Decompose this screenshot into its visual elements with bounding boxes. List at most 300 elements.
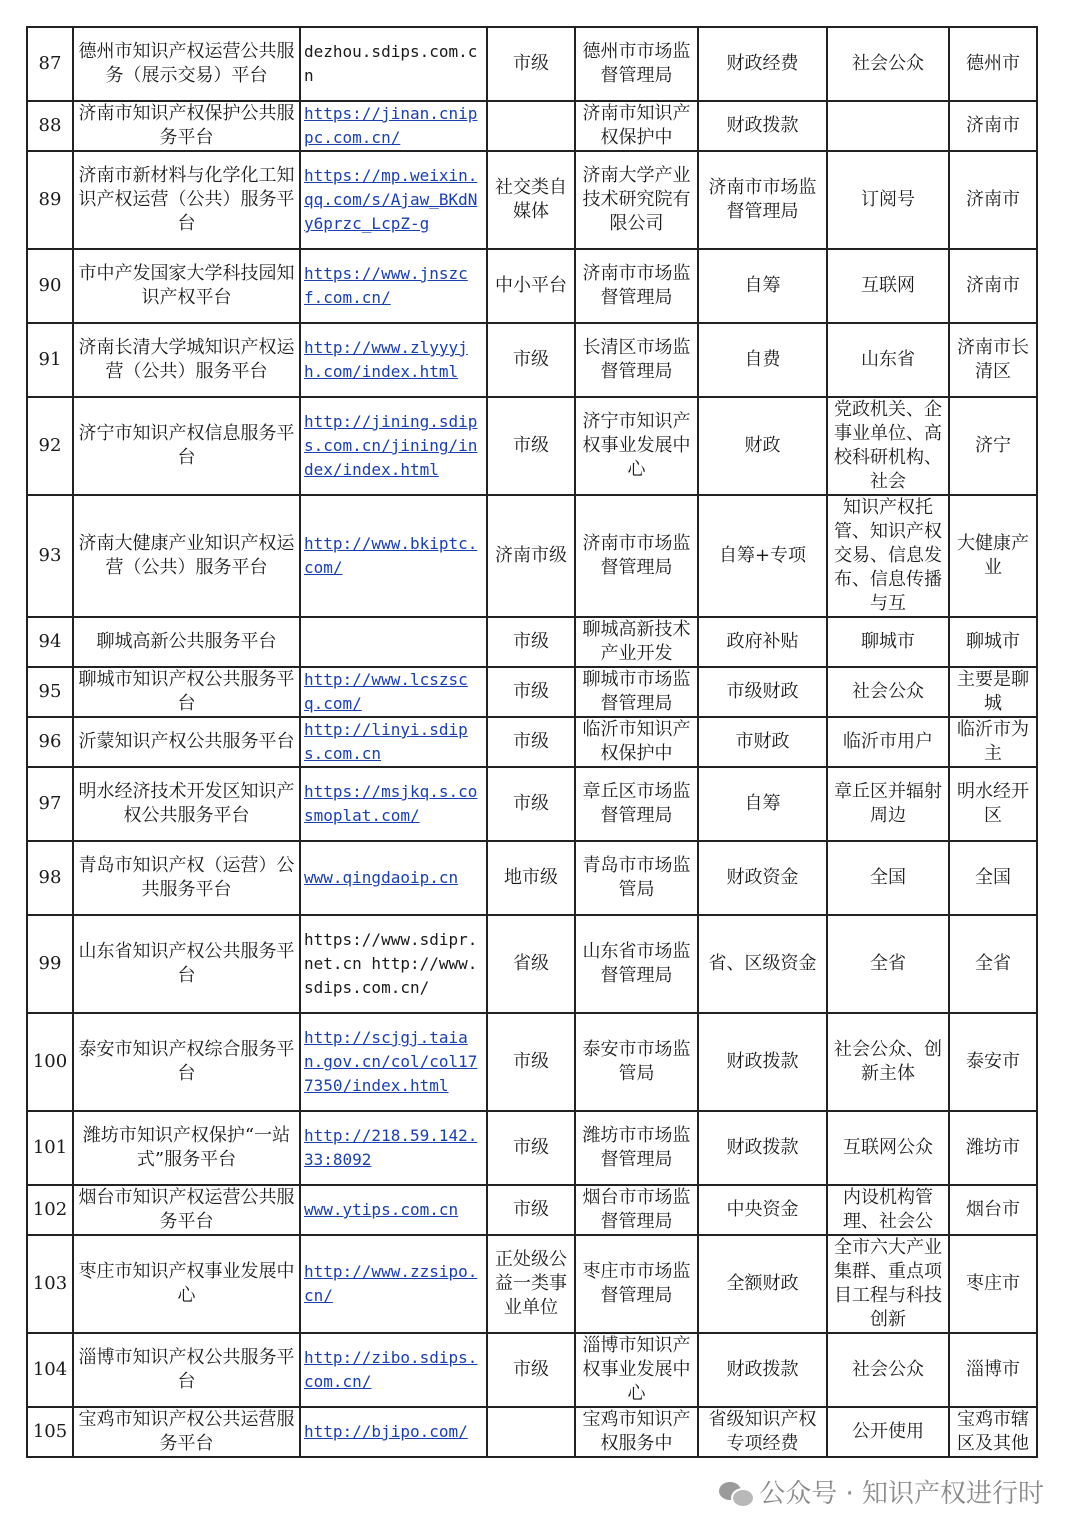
platform-level: 地市级: [504, 867, 558, 888]
row-number-cell: [27, 915, 73, 1013]
service-users: 党政机关、企事业单位、高校科研机构、社会: [834, 399, 942, 492]
service-scope: 济宁: [975, 435, 1011, 456]
row-number: 101: [32, 1137, 68, 1158]
service-users-cell: [827, 101, 949, 151]
row-number: 92: [38, 435, 62, 456]
funding-source: 自筹+专项: [718, 545, 807, 566]
operating-org-cell: [575, 249, 698, 323]
platform-level: 市级: [513, 349, 549, 370]
platform-url: https://www.sdipr.net.cn http://www.sdips.com.cn/: [304, 930, 478, 997]
service-users-cell: [827, 1185, 949, 1235]
funding-source: 中央资金: [726, 1199, 799, 1220]
service-scope-cell: [949, 1333, 1037, 1407]
service-users: 公开使用: [852, 1421, 924, 1442]
operating-org-cell: [575, 667, 698, 717]
funding-source: 财政拨款: [726, 1137, 799, 1158]
platform-url: dezhou.sdips.com.cn: [304, 42, 478, 85]
service-users: 社会公众: [852, 53, 924, 74]
platform-name: 市中产发国家大学科技园知识产权平台: [78, 263, 295, 308]
funding-source: 财政拨款: [726, 1359, 799, 1380]
service-users: 订阅号: [861, 189, 915, 210]
platform-url-link[interactable]: https://msjkq.s.cosmoplat.com/: [304, 782, 478, 825]
service-scope-cell: [949, 767, 1037, 841]
table-row: [27, 767, 1037, 841]
platform-url-cell: [300, 101, 487, 151]
operating-org-cell: [575, 101, 698, 151]
row-number-cell: [27, 617, 73, 667]
platform-url-cell: [300, 617, 487, 667]
platform-url-link[interactable]: http://www.bkiptc.com/: [304, 534, 478, 577]
operating-org: 山东省市场监督管理局: [582, 941, 691, 986]
table-row: [27, 915, 1037, 1013]
platform-level-cell: [487, 495, 575, 617]
service-users-cell: [827, 617, 949, 667]
service-users-cell: [827, 1111, 949, 1185]
row-number-cell: [27, 1111, 73, 1185]
row-number-cell: [27, 767, 73, 841]
platform-level: 市级: [513, 53, 549, 74]
platform-table: [26, 26, 1038, 1458]
funding-source-cell: [698, 323, 827, 397]
funding-source-cell: [698, 397, 827, 495]
service-users-cell: [827, 249, 949, 323]
operating-org: 济宁市知识产权事业发展中心: [582, 411, 691, 480]
table-row: [27, 495, 1037, 617]
service-users: 临沂市用户: [843, 731, 933, 752]
operating-org: 临沂市知识产权保护中: [582, 719, 691, 764]
row-number: 87: [38, 53, 62, 74]
service-scope: 全省: [975, 953, 1011, 974]
platform-level-cell: [487, 1333, 575, 1407]
service-users: 全国: [870, 867, 906, 888]
platform-name-cell: [73, 323, 300, 397]
platform-url-link[interactable]: http://scjgj.taian.gov.cn/col/col177350/index.html: [304, 1028, 478, 1095]
funding-source-cell: [698, 1111, 827, 1185]
row-number-cell: [27, 101, 73, 151]
platform-name: 枣庄市知识产权事业发展中心: [78, 1261, 295, 1306]
service-scope: 临沂市为主: [957, 719, 1029, 764]
watermark: [719, 1473, 1044, 1510]
service-scope-cell: [949, 667, 1037, 717]
service-users: 社会公众、创新主体: [834, 1039, 942, 1084]
platform-level: 济南市级: [495, 545, 567, 566]
platform-level-cell: [487, 767, 575, 841]
funding-source-cell: [698, 249, 827, 323]
operating-org-cell: [575, 151, 698, 249]
operating-org: 章丘区市场监督管理局: [582, 781, 691, 826]
funding-source-cell: [698, 617, 827, 667]
funding-source-cell: [698, 1185, 827, 1235]
funding-source-cell: [698, 151, 827, 249]
funding-source-cell: [698, 767, 827, 841]
platform-name-cell: [73, 915, 300, 1013]
service-users: 内设机构管理、社会公: [843, 1187, 933, 1232]
table-row: [27, 1185, 1037, 1235]
service-users-cell: [827, 1333, 949, 1407]
platform-url-link[interactable]: http://bjipo.com/: [304, 1422, 468, 1441]
platform-name: 潍坊市知识产权保护“一站式”服务平台: [82, 1125, 291, 1170]
service-scope-cell: [949, 717, 1037, 767]
service-scope: 宝鸡市辖区及其他: [957, 1409, 1029, 1454]
platform-level-cell: [487, 323, 575, 397]
service-scope-cell: [949, 1185, 1037, 1235]
row-number-cell: [27, 841, 73, 915]
platform-url-link[interactable]: http://zibo.sdips.com.cn/: [304, 1348, 478, 1391]
operating-org-cell: [575, 841, 698, 915]
operating-org-cell: [575, 617, 698, 667]
row-number: 103: [32, 1273, 68, 1294]
operating-org: 济南市市场监督管理局: [582, 263, 691, 308]
funding-source-cell: [698, 841, 827, 915]
platform-level-cell: [487, 841, 575, 915]
table-row: [27, 323, 1037, 397]
row-number-cell: [27, 249, 73, 323]
service-users-cell: [827, 841, 949, 915]
row-number-cell: [27, 1333, 73, 1407]
platform-url-cell: [300, 717, 487, 767]
funding-source-cell: [698, 1235, 827, 1333]
platform-level-cell: [487, 1111, 575, 1185]
service-scope: 烟台市: [966, 1199, 1020, 1220]
funding-source: 市级财政: [726, 681, 799, 702]
platform-level: 市级: [513, 631, 549, 652]
platform-name-cell: [73, 1333, 300, 1407]
platform-name: 济南市知识产权保护公共服务平台: [78, 103, 295, 148]
platform-name-cell: [73, 767, 300, 841]
service-users-cell: [827, 397, 949, 495]
platform-level-cell: [487, 915, 575, 1013]
row-number: 105: [32, 1421, 68, 1442]
operating-org: 济南大学产业技术研究院有限公司: [582, 165, 691, 234]
service-scope-cell: [949, 915, 1037, 1013]
platform-level: 市级: [513, 1051, 549, 1072]
platform-name-cell: [73, 495, 300, 617]
watermark-text: 公众号 · 知识产权进行时: [759, 1479, 1044, 1509]
platform-name: 济南长清大学城知识产权运营（公共）服务平台: [78, 337, 295, 382]
table-row: [27, 1013, 1037, 1111]
platform-url-cell: [300, 323, 487, 397]
platform-name: 济南大健康产业知识产权运营（公共）服务平台: [78, 533, 295, 578]
service-scope: 济南市长清区: [957, 337, 1029, 382]
table-row: [27, 1407, 1037, 1457]
row-number: 89: [38, 189, 62, 210]
platform-url-link[interactable]: http://www.zlyyyjh.com/index.html: [304, 338, 468, 381]
platform-url-link[interactable]: http://www.lcszscq.com/: [304, 670, 468, 713]
operating-org: 淄博市知识产权事业发展中心: [582, 1335, 691, 1404]
table-row: [27, 151, 1037, 249]
platform-name: 聊城高新公共服务平台: [96, 631, 277, 652]
operating-org-cell: [575, 27, 698, 101]
operating-org: 济南市市场监督管理局: [582, 533, 691, 578]
platform-name-cell: [73, 1185, 300, 1235]
platform-url-cell: [300, 667, 487, 717]
platform-url-link[interactable]: https://www.jnszcf.com.cn/: [304, 264, 468, 307]
table-row: [27, 1333, 1037, 1407]
operating-org: 长清区市场监督管理局: [582, 337, 691, 382]
funding-source: 省、区级资金: [708, 953, 817, 974]
service-scope: 大健康产业: [957, 533, 1029, 578]
row-number-cell: [27, 151, 73, 249]
platform-name: 烟台市知识产权运营公共服务平台: [78, 1187, 295, 1232]
platform-url-cell: [300, 1185, 487, 1235]
operating-org-cell: [575, 767, 698, 841]
row-number: 96: [38, 731, 62, 752]
platform-level-cell: [487, 397, 575, 495]
operating-org: 聊城市市场监督管理局: [582, 669, 691, 714]
platform-name-cell: [73, 1111, 300, 1185]
operating-org-cell: [575, 495, 698, 617]
platform-name-cell: [73, 249, 300, 323]
platform-url-cell: [300, 151, 487, 249]
service-users: 章丘区并辐射周边: [834, 781, 942, 826]
funding-source: 自筹: [744, 275, 781, 296]
platform-url-cell: [300, 767, 487, 841]
platform-name: 宝鸡市知识产权公共运营服务平台: [78, 1409, 295, 1454]
platform-url-link[interactable]: https://jinan.cnippc.com.cn/: [304, 104, 478, 147]
platform-name: 聊城市知识产权公共服务平台: [78, 669, 295, 714]
funding-source: 自筹: [744, 793, 781, 814]
platform-name: 山东省知识产权公共服务平台: [78, 941, 295, 986]
service-scope: 明水经开区: [957, 781, 1029, 826]
service-scope: 聊城市: [966, 631, 1020, 652]
table-row: [27, 397, 1037, 495]
row-number-cell: [27, 1185, 73, 1235]
platform-url-cell: [300, 495, 487, 617]
service-users: 山东省: [861, 349, 915, 370]
service-scope-cell: [949, 1111, 1037, 1185]
operating-org-cell: [575, 1333, 698, 1407]
funding-source-cell: [698, 1013, 827, 1111]
row-number-cell: [27, 1013, 73, 1111]
service-users: 互联网公众: [843, 1137, 933, 1158]
service-users-cell: [827, 1235, 949, 1333]
service-scope: 主要是聊城: [957, 669, 1029, 714]
platform-level-cell: [487, 249, 575, 323]
platform-name-cell: [73, 1235, 300, 1333]
service-scope-cell: [949, 841, 1037, 915]
table-row: [27, 1235, 1037, 1333]
table-row: [27, 717, 1037, 767]
platform-name-cell: [73, 667, 300, 717]
service-users-cell: [827, 27, 949, 101]
row-number: 98: [38, 867, 62, 888]
row-number: 100: [32, 1051, 68, 1072]
platform-url-cell: [300, 249, 487, 323]
platform-url-cell: [300, 397, 487, 495]
platform-url-cell: [300, 1013, 487, 1111]
funding-source: 财政资金: [726, 867, 799, 888]
platform-name: 泰安市知识产权综合服务平台: [78, 1039, 295, 1084]
operating-org-cell: [575, 397, 698, 495]
service-scope: 济南市: [966, 275, 1020, 296]
table-row: [27, 249, 1037, 323]
platform-name-cell: [73, 27, 300, 101]
platform-name-cell: [73, 841, 300, 915]
service-scope-cell: [949, 1235, 1037, 1333]
funding-source: 济南市市场监督管理局: [708, 177, 817, 222]
funding-source-cell: [698, 717, 827, 767]
service-scope-cell: [949, 27, 1037, 101]
platform-level-cell: [487, 27, 575, 101]
platform-url-link[interactable]: https://mp.weixin.qq.com/s/Ajaw_BKdNy6przc_LcpZ-g: [304, 166, 478, 233]
platform-url-link[interactable]: http://linyi.sdips.com.cn: [304, 720, 468, 763]
operating-org: 泰安市市场监管局: [582, 1039, 691, 1084]
service-users-cell: [827, 151, 949, 249]
service-scope-cell: [949, 249, 1037, 323]
service-users-cell: [827, 323, 949, 397]
service-scope: 淄博市: [966, 1359, 1020, 1380]
platform-url-link[interactable]: http://218.59.142.33:8092: [304, 1126, 478, 1169]
platform-name: 淄博市知识产权公共服务平台: [78, 1347, 295, 1392]
row-number: 94: [38, 631, 62, 652]
funding-source-cell: [698, 1407, 827, 1457]
platform-name: 济南市新材料与化学化工知识产权运营（公共）服务平台: [78, 165, 295, 234]
wechat-icon: [719, 1478, 753, 1506]
row-number-cell: [27, 1235, 73, 1333]
platform-level-cell: [487, 101, 575, 151]
funding-source-cell: [698, 1333, 827, 1407]
funding-source: 市财政: [735, 731, 790, 752]
row-number: 93: [38, 545, 62, 566]
platform-url-cell: [300, 1407, 487, 1457]
service-users-cell: [827, 1407, 949, 1457]
funding-source: 政府补贴: [726, 631, 799, 652]
platform-name: 青岛市知识产权（运营）公共服务平台: [78, 855, 295, 900]
service-users-cell: [827, 915, 949, 1013]
platform-level: 社交类自媒体: [495, 177, 567, 222]
service-scope: 济南市: [966, 115, 1020, 136]
platform-level: 中小平台: [495, 275, 567, 296]
platform-level-cell: [487, 1185, 575, 1235]
funding-source: 省级知识产权专项经费: [708, 1409, 817, 1454]
funding-source-cell: [698, 667, 827, 717]
platform-level-cell: [487, 1013, 575, 1111]
platform-url-cell: [300, 1111, 487, 1185]
platform-url-link[interactable]: http://www.zzsipo.cn/: [304, 1262, 478, 1305]
service-scope-cell: [949, 397, 1037, 495]
row-number: 95: [38, 681, 62, 702]
funding-source: 财政经费: [726, 53, 799, 74]
platform-name-cell: [73, 1013, 300, 1111]
row-number-cell: [27, 397, 73, 495]
row-number: 90: [38, 275, 62, 296]
service-scope: 泰安市: [966, 1051, 1020, 1072]
operating-org: 济南市知识产权保护中: [582, 103, 691, 148]
operating-org: 烟台市市场监督管理局: [582, 1187, 691, 1232]
operating-org-cell: [575, 1235, 698, 1333]
row-number-cell: [27, 717, 73, 767]
platform-level-cell: [487, 717, 575, 767]
platform-url-link[interactable]: http://jining.sdips.com.cn/jining/index/index.html: [304, 412, 478, 479]
operating-org: 潍坊市市场监督管理局: [582, 1125, 691, 1170]
service-users-cell: [827, 717, 949, 767]
table-row: [27, 27, 1037, 101]
operating-org: 宝鸡市知识产权服务中: [582, 1409, 691, 1454]
row-number: 104: [32, 1359, 68, 1380]
platform-url-cell: [300, 841, 487, 915]
funding-source: 自费: [744, 349, 781, 370]
funding-source: 财政拨款: [726, 1051, 799, 1072]
platform-url-cell: [300, 915, 487, 1013]
operating-org-cell: [575, 1013, 698, 1111]
platform-level: 省级: [513, 953, 549, 974]
funding-source: 财政: [744, 435, 781, 456]
platform-level: 市级: [513, 1137, 549, 1158]
funding-source-cell: [698, 27, 827, 101]
operating-org-cell: [575, 1407, 698, 1457]
funding-source-cell: [698, 915, 827, 1013]
service-users: 社会公众: [852, 681, 924, 702]
platform-name-cell: [73, 717, 300, 767]
row-number-cell: [27, 1407, 73, 1457]
service-scope: 枣庄市: [966, 1273, 1020, 1294]
platform-level: 正处级公益一类事业单位: [495, 1249, 567, 1318]
row-number: 99: [38, 953, 62, 974]
operating-org-cell: [575, 717, 698, 767]
service-users: 全市六大产业集群、重点项目工程与科技创新: [834, 1237, 942, 1330]
service-users-cell: [827, 767, 949, 841]
service-scope: 济南市: [966, 189, 1020, 210]
operating-org-cell: [575, 915, 698, 1013]
table-body: [27, 27, 1037, 1457]
platform-level: 市级: [513, 681, 549, 702]
platform-level: 市级: [513, 731, 549, 752]
service-scope-cell: [949, 101, 1037, 151]
platform-level-cell: [487, 617, 575, 667]
row-number: 102: [32, 1199, 68, 1220]
funding-source: 全额财政: [726, 1273, 799, 1294]
platform-url-link[interactable]: www.qingdaoip.cn: [304, 868, 459, 887]
operating-org: 枣庄市市场监督管理局: [582, 1261, 691, 1306]
table-row: [27, 617, 1037, 667]
service-users: 知识产权托管、知识产权交易、信息发布、信息传播与互: [834, 497, 942, 614]
service-scope: 潍坊市: [966, 1137, 1020, 1158]
operating-org: 聊城高新技术产业开发: [582, 619, 691, 664]
row-number-cell: [27, 27, 73, 101]
service-scope: 德州市: [966, 53, 1020, 74]
platform-name: 沂蒙知识产权公共服务平台: [78, 731, 295, 752]
platform-name: 德州市知识产权运营公共服务（展示交易）平台: [78, 41, 295, 86]
platform-url-cell: [300, 1333, 487, 1407]
row-number: 88: [38, 115, 62, 136]
service-users: 聊城市: [861, 631, 915, 652]
platform-level-cell: [487, 667, 575, 717]
platform-level-cell: [487, 1235, 575, 1333]
platform-level: 市级: [513, 1359, 549, 1380]
platform-name-cell: [73, 397, 300, 495]
table-row: [27, 667, 1037, 717]
platform-name: 济宁市知识产权信息服务平台: [78, 423, 295, 468]
operating-org-cell: [575, 1111, 698, 1185]
platform-level-cell: [487, 1407, 575, 1457]
table-row: [27, 1111, 1037, 1185]
service-users-cell: [827, 667, 949, 717]
service-scope-cell: [949, 617, 1037, 667]
funding-source: 财政拨款: [726, 115, 799, 136]
operating-org: 德州市市场监督管理局: [582, 41, 691, 86]
service-scope-cell: [949, 1407, 1037, 1457]
platform-url-cell: [300, 1235, 487, 1333]
table-row: [27, 101, 1037, 151]
operating-org: 青岛市市场监管局: [582, 855, 691, 900]
service-scope-cell: [949, 495, 1037, 617]
platform-name-cell: [73, 617, 300, 667]
service-users: 社会公众: [852, 1359, 924, 1380]
service-users: 互联网: [861, 275, 915, 296]
service-users-cell: [827, 495, 949, 617]
platform-url-link[interactable]: www.ytips.com.cn: [304, 1200, 459, 1219]
service-scope-cell: [949, 151, 1037, 249]
